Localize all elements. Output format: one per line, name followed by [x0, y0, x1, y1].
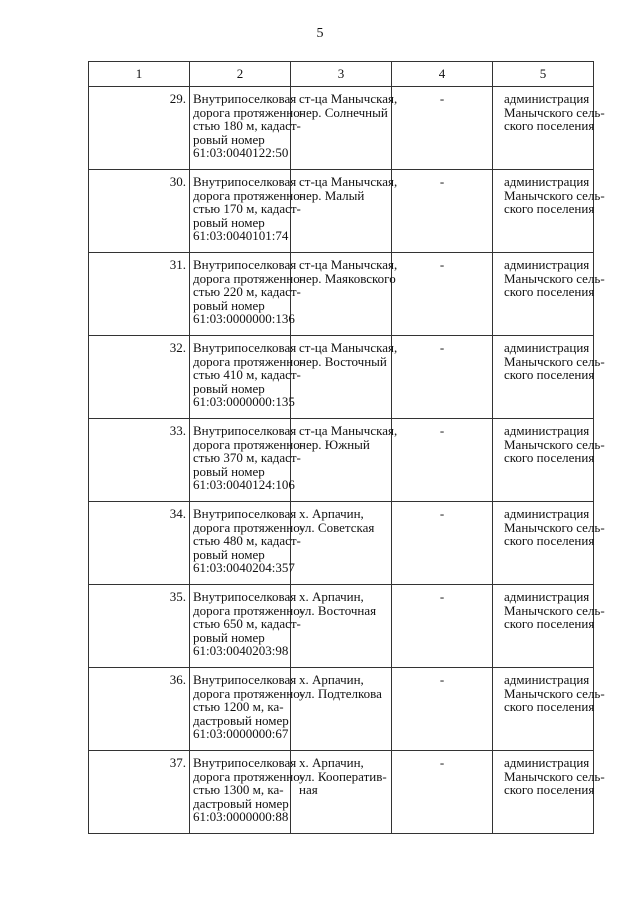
object-name-cell: Внутрипоселковая дорога протяженно- стью 180 м, кадаст- ровый номер 61:03:0040122:50: [190, 87, 291, 170]
table-row: [89, 502, 594, 585]
row-number: 33.: [89, 419, 190, 502]
address-cell: х. Арпачин, ул. Кооператив- ная: [291, 751, 392, 834]
row-number: 36.: [89, 668, 190, 751]
table-row: [89, 668, 594, 751]
address-cell: х. Арпачин, ул. Подтелкова: [291, 668, 392, 751]
column-4-cell: -: [392, 585, 493, 668]
owner-cell: администрация Манычского сель- ского поселения: [493, 585, 594, 668]
object-name-cell: Внутрипоселковая дорога протяженно- стью 370 м, кадаст- ровый номер 61:03:0040124:106: [190, 419, 291, 502]
owner-cell: администрация Манычского сель- ского поселения: [493, 253, 594, 336]
table-row: [89, 751, 594, 834]
column-header: 3: [291, 62, 392, 87]
address-cell: ст-ца Манычская, пер. Восточный: [291, 336, 392, 419]
table-row: [89, 253, 594, 336]
column-header: 2: [190, 62, 291, 87]
owner-cell: администрация Манычского сель- ского поселения: [493, 336, 594, 419]
column-4-cell: -: [392, 336, 493, 419]
owner-cell: администрация Манычского сель- ского поселения: [493, 87, 594, 170]
table-row: [89, 585, 594, 668]
row-number: 34.: [89, 502, 190, 585]
row-number: 31.: [89, 253, 190, 336]
page-number: 5: [316, 26, 324, 41]
object-name-cell: Внутрипоселковая дорога протяженно- стью 1300 м, ка- дастровый номер 61:03:0000000:88: [190, 751, 291, 834]
column-4-cell: -: [392, 170, 493, 253]
owner-cell: администрация Манычского сель- ского поселения: [493, 751, 594, 834]
owner-cell: администрация Манычского сель- ского поселения: [493, 668, 594, 751]
object-name-cell: Внутрипоселковая дорога протяженно- стью 480 м, кадаст- ровый номер 61:03:0040204:357: [190, 502, 291, 585]
row-number: 35.: [89, 585, 190, 668]
column-4-cell: -: [392, 668, 493, 751]
object-name-cell: Внутрипоселковая дорога протяженно- стью 1200 м, ка- дастровый номер 61:03:0000000:67: [190, 668, 291, 751]
table-row: [89, 419, 594, 502]
column-4-cell: -: [392, 419, 493, 502]
row-number: 32.: [89, 336, 190, 419]
address-cell: ст-ца Манычская, пер. Малый: [291, 170, 392, 253]
owner-cell: администрация Манычского сель- ского поселения: [493, 502, 594, 585]
object-name-cell: Внутрипоселковая дорога протяженно- стью 170 м, кадаст- ровый номер 61:03:0040101:74: [190, 170, 291, 253]
address-cell: ст-ца Манычская, пер. Южный: [291, 419, 392, 502]
address-cell: х. Арпачин, ул. Восточная: [291, 585, 392, 668]
column-header: 4: [392, 62, 493, 87]
address-cell: ст-ца Манычская, пер. Солнечный: [291, 87, 392, 170]
object-name-cell: Внутрипоселковая дорога протяженно- стью 220 м, кадаст- ровый номер 61:03:0000000:136: [190, 253, 291, 336]
table-row: [89, 170, 594, 253]
column-4-cell: -: [392, 751, 493, 834]
address-cell: ст-ца Манычская, пер. Маяковского: [291, 253, 392, 336]
owner-cell: администрация Манычского сель- ского поселения: [493, 170, 594, 253]
column-4-cell: -: [392, 502, 493, 585]
object-name-cell: Внутрипоселковая дорога протяженно- стью 650 м, кадаст- ровый номер 61:03:0040203:98: [190, 585, 291, 668]
table-body: [89, 87, 605, 834]
row-number: 29.: [89, 87, 190, 170]
table-row: [89, 336, 594, 419]
row-number: 30.: [89, 170, 190, 253]
table-header-row: [89, 62, 594, 87]
column-4-cell: -: [392, 87, 493, 170]
object-name-cell: Внутрипоселковая дорога протяженно- стью 410 м, кадаст- ровый номер 61:03:0000000:135: [190, 336, 291, 419]
row-number: 37.: [89, 751, 190, 834]
address-cell: х. Арпачин, ул. Советская: [291, 502, 392, 585]
table-row: [89, 87, 594, 170]
column-4-cell: -: [392, 253, 493, 336]
roads-table: [88, 61, 605, 834]
column-header: 1: [89, 62, 190, 87]
column-header: 5: [493, 62, 594, 87]
owner-cell: администрация Манычского сель- ского поселения: [493, 419, 594, 502]
